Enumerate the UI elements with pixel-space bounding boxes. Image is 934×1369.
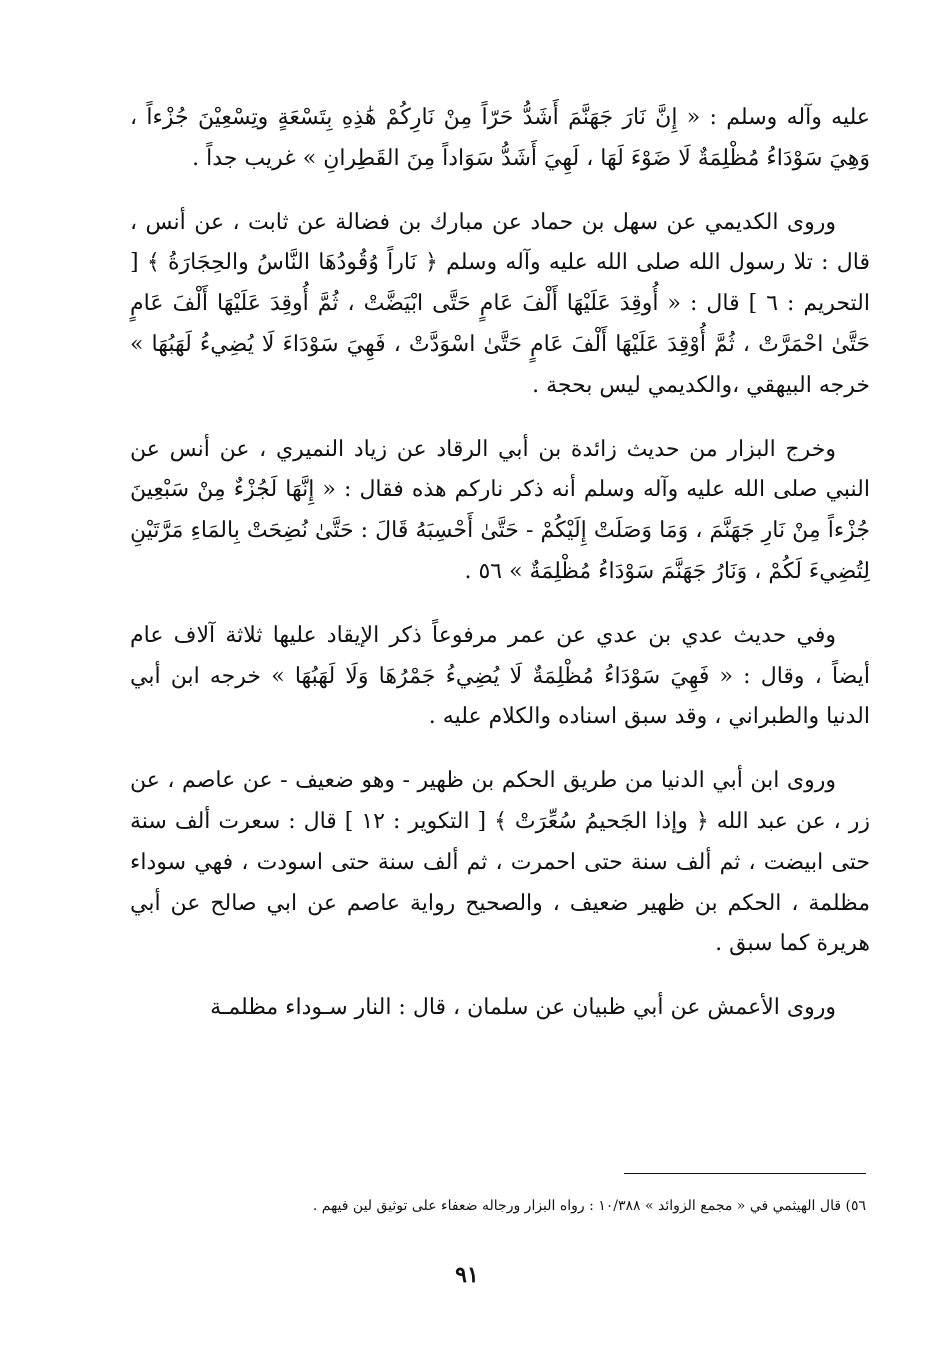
paragraph: وروى الكديمي عن سهل بن حماد عن مبارك بن فضالة عن ثابت ، عن أنس ، قال : تلا رسول الله صلى الله عليه وآله وسلم ﴿ نَاراً وُقُودُهَا النَّاسُ والحِجَارَةُ ﴾ [ التحريم : ٦ ] قال : « أُوقِدَ عَلَيْهَا أَلْفَ عَامٍ حَتَّى ابْيَضَّتْ ، ثُمَّ أُوقِدَ عَلَيْهَا أَلْفَ عَامٍ حَتَّىٰ احْمَرَّتْ ، ثُمَّ أُوْقِدَ عَلَيْهَا أَلْفَ عَامٍ حَتَّىٰ اسْوَدَّتْ ، فَهِيَ سَوْدَاءَ لَا يُضِيءُ لَهَبُهَا » خرجه البيهقي ،والكديمي ليس بحجة .: [130, 209, 870, 398]
body-text: [130, 98, 870, 1052]
paragraph: وفي حديث عدي بن عدي عن عمر مرفوعاً ذكر الإيقاد عليها ثلاثة آلاف عام أيضاً ، وقال : « فَهِيَ سَوْدَاءُ مُظْلِمَةٌ لَا يُضِيءُ جَمْرُهَا وَلَا لَهَبُهَا » خرجه ابن أبي الدنيا والطبراني ، وقد سبق اسناده والكلام عليه .: [130, 622, 870, 730]
paragraph: وروى ابن أبي الدنيا من طريق الحكم بن ظهير - وهو ضعيف - عن عاصم ، عن زر ، عن عبد الله ﴿ وإذا الجَحيمُ سُعِّرَتْ ﴾ [ التكوير : ١٢ ] قال : سعرت ألف سنة حتى ابيضت ، ثم ألف سنة حتى احمرت ، ثم ألف سنة حتى اسودت ، فهي سوداء مظلمة ، الحكم بن ظهير ضعيف ، والصحيح رواية عاصم عن ابي صالح عن أبي هريرة كما سبق .: [130, 768, 870, 957]
paragraph: وروى الأعمش عن أبي ظبيان عن سلمان ، قال : النار سـوداء مظلمـة: [210, 995, 836, 1021]
page-number: ٩١: [455, 1262, 479, 1288]
paragraph: عليه وآله وسلم : « إِنَّ نَارَ جَهَنَّمَ أَشَدُّ حَرّاً مِنْ نَارِكُمْ هَٰذِهِ بِتَسْعَةٍ وتِسْعِيْنَ جُزْءاً ، وَهِيَ سَوْدَاءُ مُظْلِمَةٌ لَا ضَوْءَ لَهَا ، لَهِيَ أَشَدُّ سَوَاداً مِنَ القَطِرانِ » غريب جداً .: [130, 105, 870, 171]
footnote: ٥٦) قال الهيثمي في « مجمع الزوائد » ١٠/٣٨٨ : رواه البزار ورجاله ضعفاء على توثيق لين فيهم .: [312, 1198, 866, 1214]
footnote-divider: [624, 1173, 866, 1174]
paragraph: وخرج البزار من حديث زائدة بن أبي الرقاد عن زياد النميري ، عن أنس عن النبي صلى الله عليه وآله وسلم أنه ذكر ناركم هذه فقال : « إِنَّهَا لَجُزْءٌ مِنْ سَبْعِينَ جُزْءاً مِنْ نَارِ جَهَنَّمَ ، وَمَا وَصَلَتْ إِلَيْكُمْ - حَتَّىٰ أَحْسِبَهُ قَالَ : حَتَّىٰ نُضِحَتْ بِالمَاءِ مَرَّتَيْنِ لِتُضِيءَ لَكُمْ ، وَنَارُ جَهَنَّمَ سَوْدَاءُ مُظْلِمَةٌ » ٥٦ .: [130, 436, 870, 584]
